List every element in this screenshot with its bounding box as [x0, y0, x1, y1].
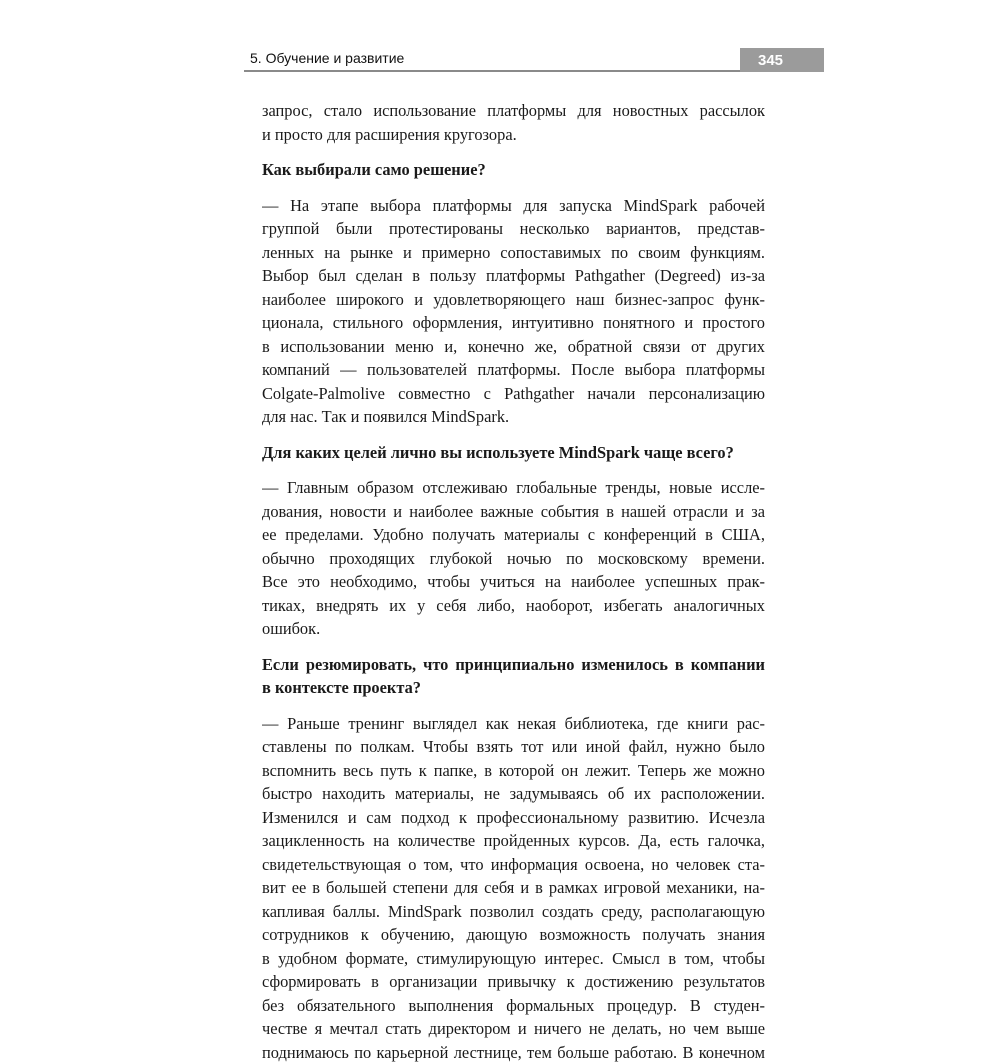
running-header	[244, 48, 824, 72]
interview-question	[262, 653, 765, 700]
text-line: наиболее широкого и удовлетворяющего наш бизнес-запрос функ-	[262, 288, 765, 312]
text-line: Для каких целей лично вы используете MindSpark чаще всего?	[262, 441, 765, 465]
text-line: группой были протестированы несколько вариантов, представ-	[262, 217, 765, 241]
text-line: честве я мечтал стать директором и ничего не делать, но чем выше	[262, 1017, 765, 1041]
text-line: быстро находить материалы, не задумываясь об их расположении.	[262, 782, 765, 806]
paragraph	[262, 99, 765, 146]
block-gap	[262, 429, 765, 441]
text-line: дования, новости и наиболее важные события в нашей отрасли и за	[262, 500, 765, 524]
text-line: без обязательного выполнения формальных процедур. В студен-	[262, 994, 765, 1018]
block-gap	[262, 182, 765, 194]
text-line: обычно проходящих глубокой ночью по московскому времени.	[262, 547, 765, 571]
text-line: свидетельствующая о том, что информация освоена, но человек ста-	[262, 853, 765, 877]
text-line: и просто для расширения кругозора.	[262, 123, 765, 147]
block-gap	[262, 464, 765, 476]
text-line: Если резюмировать, что принципиально изменилось в компании	[262, 653, 765, 677]
header-rule	[244, 70, 740, 72]
text-line: — На этапе выбора платформы для запуска MindSpark рабочей	[262, 194, 765, 218]
page-body	[262, 99, 765, 1064]
text-line: ошибок.	[262, 617, 765, 641]
text-line: сотрудников к обучению, дающую возможность получать знания	[262, 923, 765, 947]
text-line: Выбор был сделан в пользу платформы Pathgather (Degreed) из-за	[262, 264, 765, 288]
text-line: в контексте проекта?	[262, 676, 765, 700]
text-line: ее пределами. Удобно получать материалы с конференций в США,	[262, 523, 765, 547]
text-line: Все это необходимо, чтобы учиться на наиболее успешных прак-	[262, 570, 765, 594]
text-line: Colgate-Palmolive совместно с Pathgather начали персонализацию	[262, 382, 765, 406]
text-line: поднимаюсь по карьерной лестнице, тем больше работаю. В конечном	[262, 1041, 765, 1064]
text-line: Как выбирали само решение?	[262, 158, 765, 182]
text-line: — Раньше тренинг выглядел как некая библиотека, где книги рас-	[262, 712, 765, 736]
paragraph	[262, 194, 765, 429]
text-line: — Главным образом отслеживаю глобальные тренды, новые иссле-	[262, 476, 765, 500]
block-gap	[262, 641, 765, 653]
text-line: компаний — пользователей платформы. После выбора платформы	[262, 358, 765, 382]
text-line: ставлены по полкам. Чтобы взять тот или иной файл, нужно было	[262, 735, 765, 759]
text-line: капливая баллы. MindSpark позволил создать среду, располагающую	[262, 900, 765, 924]
interview-question	[262, 441, 765, 465]
paragraph	[262, 476, 765, 641]
text-line: вит ее в большей степени для себя и в рамках игровой механики, на-	[262, 876, 765, 900]
text-line: тиках, внедрять их у себя либо, наоборот, избегать аналогичных	[262, 594, 765, 618]
block-gap	[262, 146, 765, 158]
section-title: 5. Обучение и развитие	[250, 50, 404, 66]
text-line: вспомнить весь путь к папке, в которой он лежит. Теперь же можно	[262, 759, 765, 783]
text-line: в удобном формате, стимулирующую интерес. Смысл в том, чтобы	[262, 947, 765, 971]
text-line: сформировать в организации привычку к достижению результатов	[262, 970, 765, 994]
text-line: в использовании меню и, конечно же, обратной связи от других	[262, 335, 765, 359]
text-line: ционала, стильного оформления, интуитивно понятного и простого	[262, 311, 765, 335]
page-number: 345	[740, 48, 824, 72]
block-gap	[262, 700, 765, 712]
text-line: зацикленность на количестве пройденных курсов. Да, есть галочка,	[262, 829, 765, 853]
text-line: запрос, стало использование платформы для новостных рассылок	[262, 99, 765, 123]
text-line: ленных на рынке и примерно сопоставимых по своим функциям.	[262, 241, 765, 265]
interview-question	[262, 158, 765, 182]
paragraph	[262, 712, 765, 1064]
text-line: Изменился и сам подход к профессиональному развитию. Исчезла	[262, 806, 765, 830]
text-line: для нас. Так и появился MindSpark.	[262, 405, 765, 429]
